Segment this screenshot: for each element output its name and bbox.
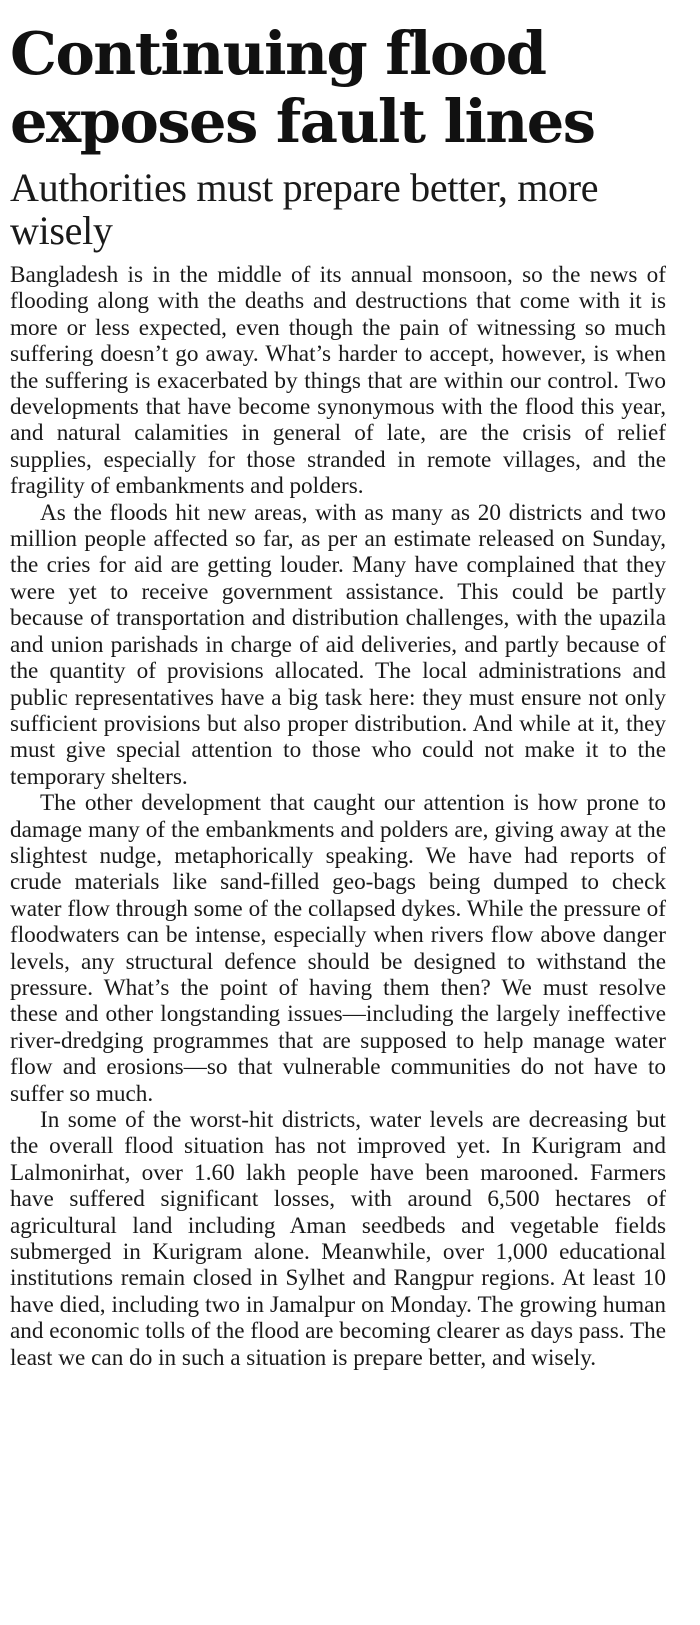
subheadline: Authorities must prepare better, more wisely xyxy=(10,165,599,253)
body-paragraph: The other development that caught our attention is how prone to damage many of the embankments and polders are, giving away at the slightest nudge, metaphorically speaking. We have had reports of crude materials like sand-filled geo-bags being dumped to check water flow through some of the collapsed dykes. While the pressure of floodwaters can be intense, especially when rivers flow above danger levels, any structural defence should be designed to withstand the pressure. What’s the point of having them then? We must resolve these and other longstanding issues—including the largely ineffective river-dredging programmes that are supposed to help manage water flow and erosions—so that vulnerable communities do not have to suffer so much. xyxy=(10,790,666,1107)
body-paragraph: In some of the worst-hit districts, water levels are decreasing but the overall flood situation has not improved yet. In Kurigram and Lalmonirhat, over 1.60 lakh people have been marooned. Farmers have suffered significant losses, with around 6,500 hectares of agricultural land including Aman seedbeds and vegetable fields submerged in Kurigram alone. Meanwhile, over 1,000 educational institutions remain closed in Sylhet and Rangpur regions. At least 10 have died, including two in Jamalpur on Monday. The growing human and economic tolls of the flood are becoming clearer as days pass. The least we can do in such a situation is prepare better, and wisely. xyxy=(10,1107,666,1371)
body-paragraph: Bangladesh is in the middle of its annual monsoon, so the news of flooding along with the deaths and destructions that come with it is more or less expected, even though the pain of witnessing so much suffering doesn’t go away. What’s harder to accept, however, is when the suffering is exacerbated by things that are within our control. Two developments that have become synonymous with the flood this year, and natural calamities in general of late, are the crisis of relief supplies, especially for those stranded in remote villages, and the fragility of embankments and polders. xyxy=(10,262,666,500)
headline: Continuing flood exposes fault lines xyxy=(10,19,595,156)
editorial-article xyxy=(10,20,666,1371)
body-paragraph: As the floods hit new areas, with as many as 20 districts and two million people affected so far, as per an estimate released on Sunday, the cries for aid are getting louder. Many have complained that they were yet to receive government assistance. This could be partly because of transportation and distribution challenges, with the upazila and union parishads in charge of aid deliveries, and partly because of the quantity of provisions allocated. The local administrations and public representatives have a big task here: they must ensure not only sufficient provisions but also proper distribution. And while at it, they must give special attention to those who could not make it to the temporary shelters. xyxy=(10,499,666,790)
article-body xyxy=(10,262,666,1371)
